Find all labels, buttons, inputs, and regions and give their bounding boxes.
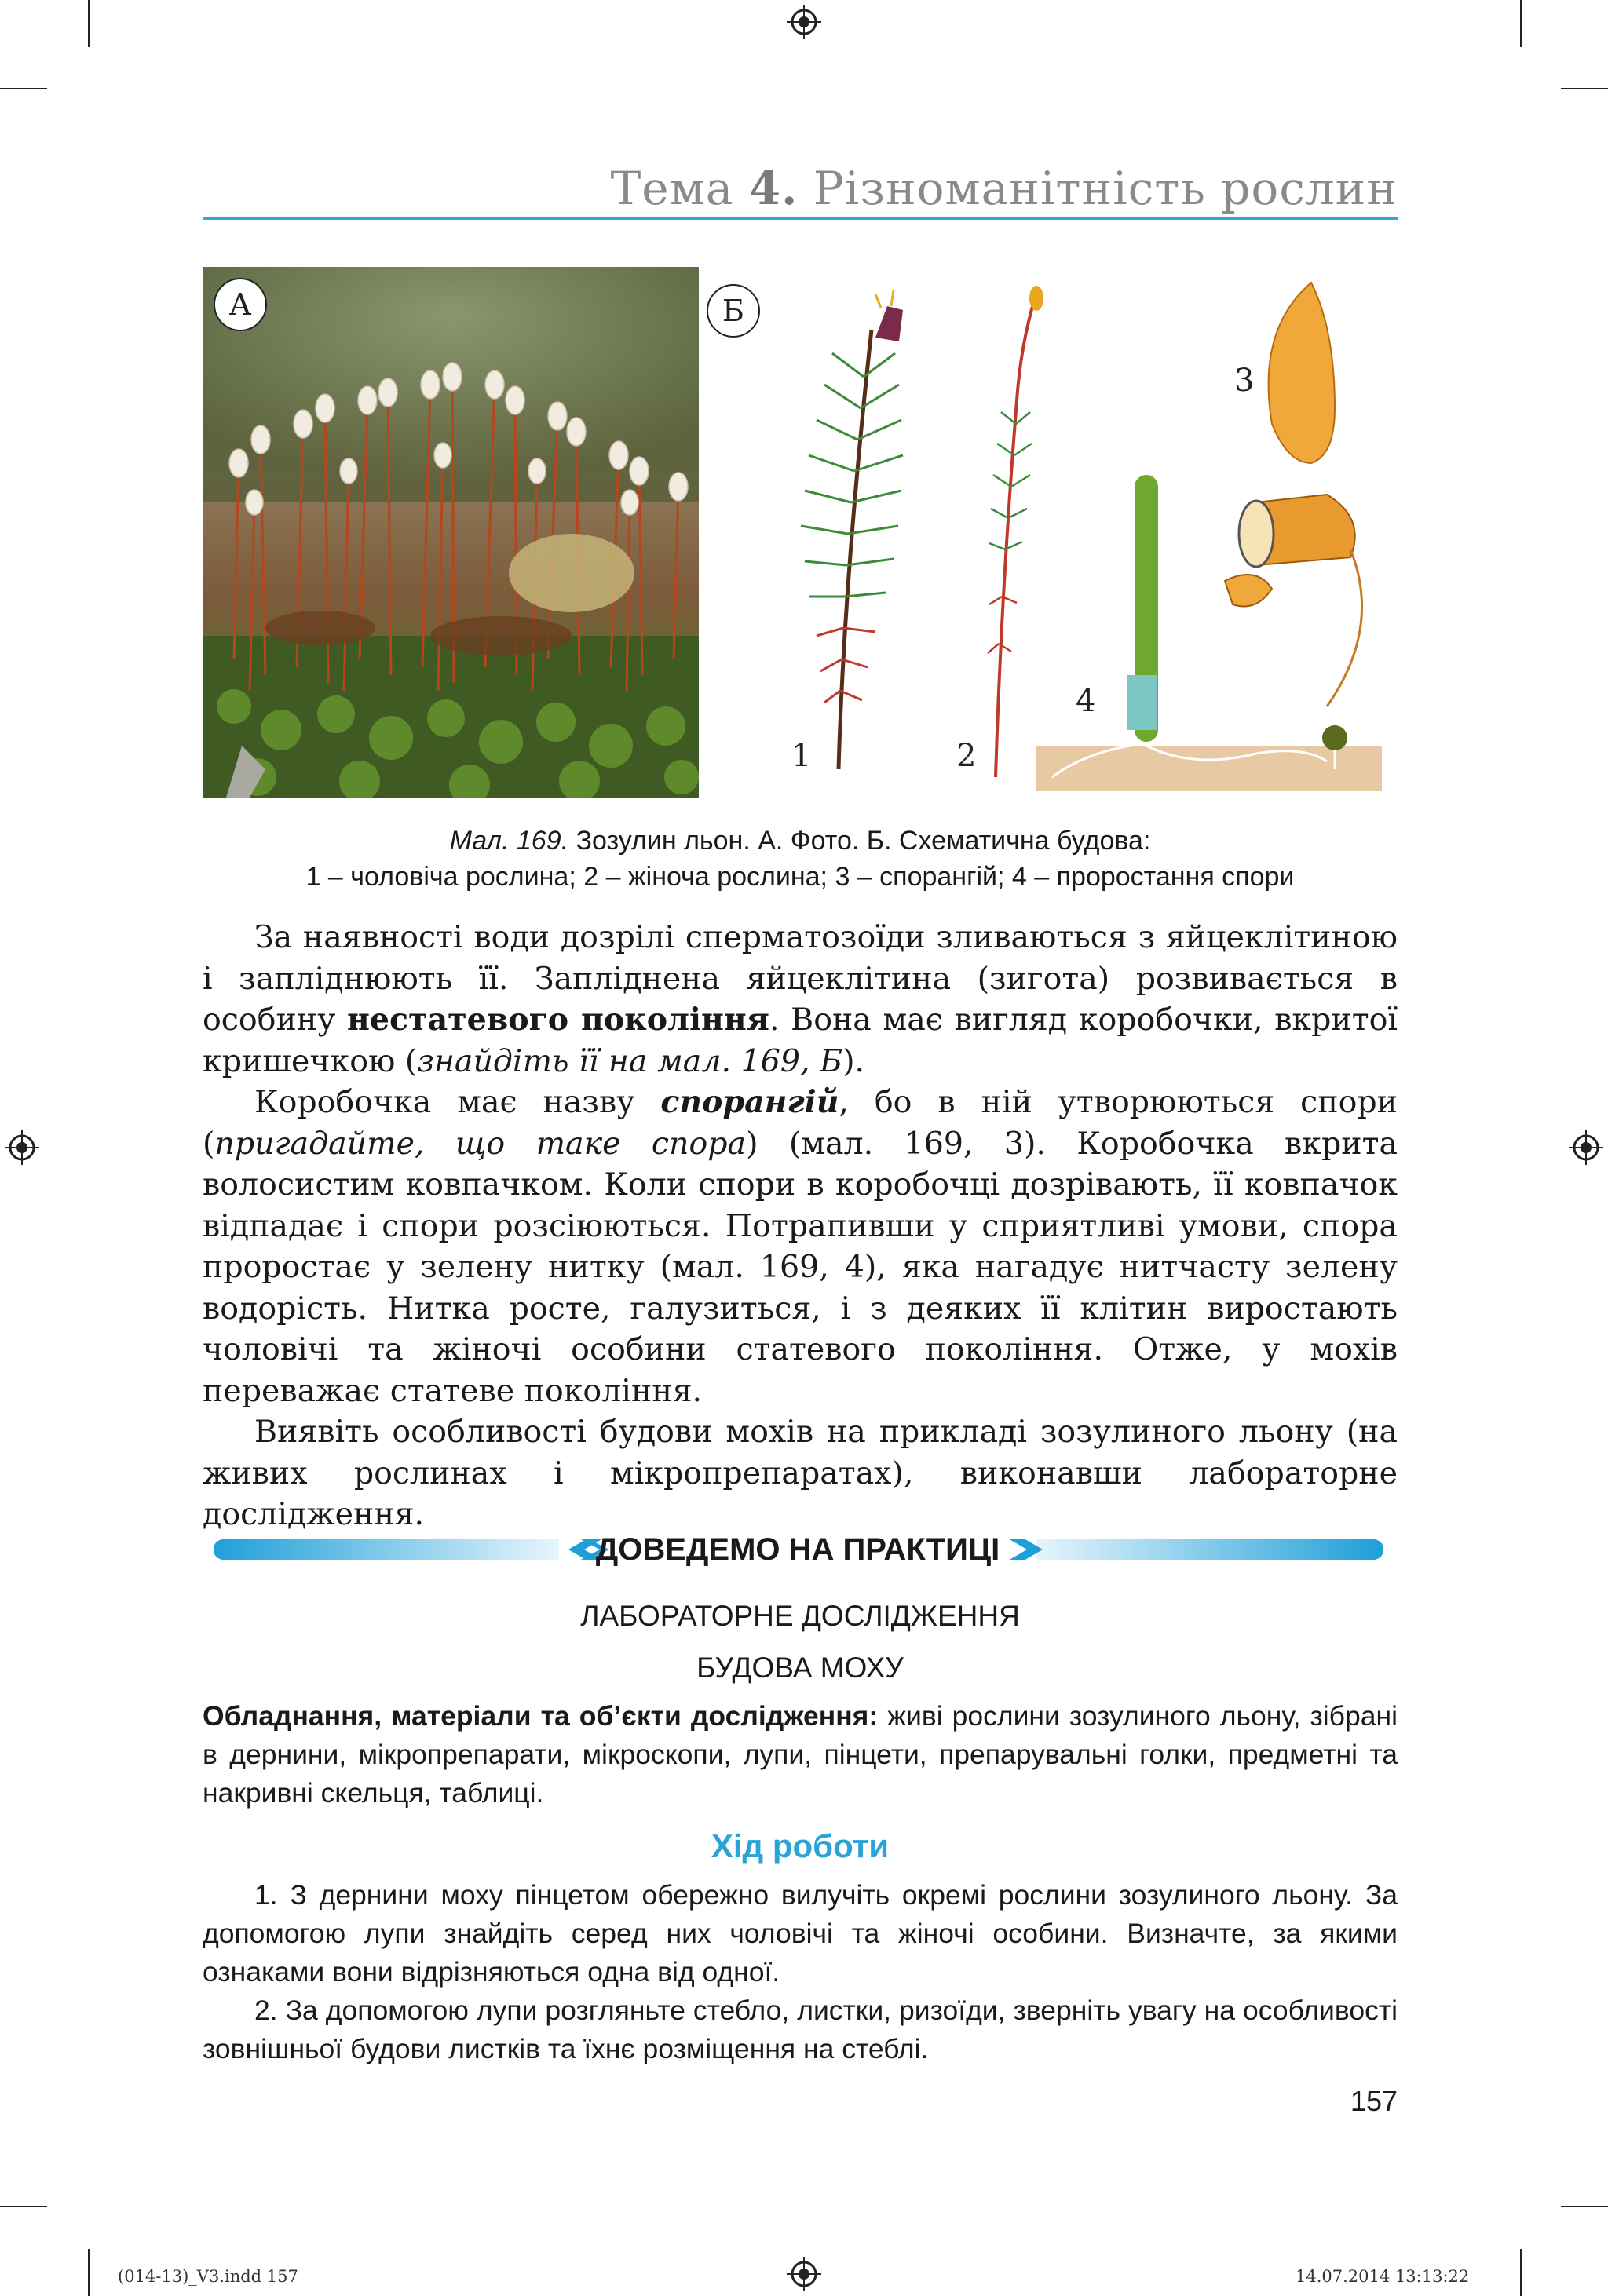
figure-part-label: 4 xyxy=(1076,683,1096,719)
female-plant-illustration xyxy=(988,286,1043,777)
moss-photo-illustration xyxy=(203,267,699,798)
procedure-steps xyxy=(203,1876,1398,2068)
text-run: Коробочка має назву xyxy=(254,1084,661,1120)
crop-mark xyxy=(1520,2249,1522,2296)
registration-mark-icon xyxy=(787,2257,821,2291)
crop-mark xyxy=(88,0,90,47)
footer-timestamp: 14.07.2014 13:13:22 xyxy=(1296,2267,1470,2286)
procedure-step: 1. З дернини моху пінцетом обережно вилучіть окремі рослини зозулиного льону. За допомогою лупи знайдіть серед них чоловічі та жіночі особини. Визначте, за якими ознаками вони відрізняються одна від одної. xyxy=(203,1879,1398,1988)
moss-photo xyxy=(203,267,699,798)
caption-line-2: 1 – чоловіча рослина; 2 – жіноча рослина; 3 – спорангій; 4 – проростання спори xyxy=(305,862,1295,892)
caption-ref: Мал. 169. xyxy=(449,826,569,856)
crop-mark xyxy=(1520,0,1522,47)
registration-mark-icon xyxy=(5,1130,39,1165)
text-run: , бо в ній утворюються спори ( xyxy=(203,1084,1398,1162)
figure-part-label: 1 xyxy=(791,738,812,774)
caption-text: Зозулин льон. А. Фото. Б. Схематична будова: xyxy=(568,826,1151,856)
term-bold: нестатевого покоління xyxy=(347,1002,769,1038)
term-bold-italic: спорангій xyxy=(660,1084,839,1120)
male-plant-illustration xyxy=(801,290,903,769)
registration-mark-icon xyxy=(1569,1130,1603,1165)
figure-part-label: 3 xyxy=(1234,363,1255,399)
header-rule xyxy=(203,217,1398,220)
equipment-label: Обладнання, матеріали та об’єкти дослідження: xyxy=(203,1700,879,1732)
practice-banner-title: ДОВЕДЕМО НА ПРАКТИЦІ xyxy=(595,1532,1000,1567)
header-title: Різноманітність рослин xyxy=(813,162,1398,215)
registration-mark-icon xyxy=(787,5,821,39)
crop-mark xyxy=(1561,88,1608,89)
caption-line-1 xyxy=(203,823,1398,859)
lab-subject: БУДОВА МОХУ xyxy=(696,1652,904,1684)
equipment-text: живі рослини зозулиного льону, зібрані в дернини, мікропрепарати, мікроскопи, лупи, пінцети, препарувальні голки, предметні та накривні скельця, таблиці. xyxy=(203,1700,1398,1809)
crop-mark xyxy=(88,2249,90,2296)
running-header xyxy=(203,162,1398,215)
footer-file-info: (014-13)_V3.indd 157 xyxy=(118,2267,298,2286)
paragraph xyxy=(203,917,1398,1082)
crop-mark xyxy=(0,88,47,89)
text-run: За наявності води дозрілі сперматозоїди зливаються з яйцеклітиною і запліднюють її. Запліднена яйцеклітина (зигота) розвивається в особину xyxy=(203,919,1398,1038)
crop-mark xyxy=(0,2206,47,2207)
page-number: 157 xyxy=(1350,2085,1398,2117)
text-run: . Вона має вигляд коробочки, вкритої кришечкою ( xyxy=(203,1002,1398,1079)
figure-label-a: А xyxy=(214,278,267,331)
instruction-italic: знайдіть її на мал. 169, Б xyxy=(417,1042,843,1079)
paragraph: Виявіть особливості будови мохів на прикладі зозулиного льону (на живих рослинах і мікропрепаратах), виконавши лабораторне дослідження. xyxy=(203,1414,1398,1532)
text-run: ) (мал. 169, 3). Коробочка вкрита волосистим ковпачком. Коли спори в коробочці дозрівають, її ковпачок відпадає і спори розсіюються. Потрапивши у сприятливі умови, спора проростає у зелену нитку (мал. 169, 4), яка нагадує нитчасту зелену водорість. Нитка росте, галузиться, і з деяких її клітин виростають чоловічі та жіночі особини статевого покоління. Отже, у мохів переважає статеве покоління. xyxy=(203,1125,1398,1409)
figure-part-label: 2 xyxy=(956,738,977,774)
procedure-title: Хід роботи xyxy=(711,1827,890,1864)
procedure-step: 2. За допомогою лупи розгляньте стебло, листки, ризоїди, зверніть увагу на особливості зовнішньої будови листків та їхнє розміщення на стеблі. xyxy=(203,1995,1398,2064)
paragraph xyxy=(203,1082,1398,1411)
figure-caption xyxy=(203,823,1398,895)
text-run: ). xyxy=(842,1042,865,1079)
sporangium-illustration xyxy=(1225,283,1362,706)
moss-structure-diagram xyxy=(707,267,1398,798)
header-number: 4. xyxy=(748,162,799,215)
figure-label-b: Б xyxy=(707,284,760,338)
header-prefix: Тема xyxy=(610,162,734,215)
crop-mark xyxy=(1561,2206,1608,2207)
lab-title: ЛАБОРАТОРНЕ ДОСЛІДЖЕННЯ xyxy=(580,1600,1020,1632)
body-text xyxy=(203,917,1398,1535)
equipment-paragraph xyxy=(203,1697,1398,1812)
instruction-italic: пригадайте, що таке спора xyxy=(214,1125,747,1162)
